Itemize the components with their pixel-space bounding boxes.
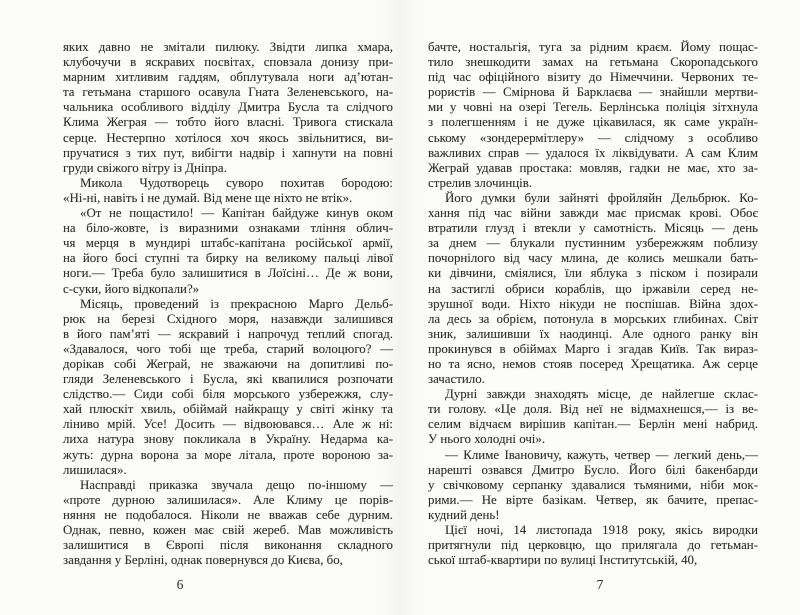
paragraph xyxy=(428,40,758,191)
text-line: жуть: дурна ворона за море літала, проте вороною за- xyxy=(63,447,393,462)
text-line: но та ясно, немов стояв посеред Хрещатика. Аж серце xyxy=(428,356,758,371)
paragraph xyxy=(428,387,758,447)
paragraph xyxy=(63,297,393,478)
text-line: притягнули під церковцю, що прилягала до гетьман- xyxy=(428,538,758,553)
text-line: залишитися в Європі після виконання складного xyxy=(63,538,393,553)
text-line: ліниво мрій. Усе! Досить — відвоювався… Але ж ні: xyxy=(63,417,393,432)
text-line: с-суки, його відкопали?» xyxy=(63,281,200,296)
text-line: тило знешкодити замах на гетьмана Скоропадського xyxy=(428,55,758,70)
text-line: втратили глузд і втекли у самотність. Місяць — день xyxy=(428,221,758,236)
text-line: бачте, ностальгія, туга за рідним краєм. Йому пощас- xyxy=(428,40,758,54)
text-line: ла десь за обрієм, потонула в морських глибинах. Світ xyxy=(428,311,758,326)
text-line: «Ні-ні, навіть і не думай. Від мене ще ніхто не втік». xyxy=(63,190,353,205)
paragraph xyxy=(63,176,393,206)
text-line: Клима Жеграя — тобто його власні. Тривога стискала xyxy=(63,115,393,130)
paragraph xyxy=(63,478,393,569)
text-line: нарешті озвався Дмитро Бусло. Його білі бакенбарди xyxy=(428,462,758,477)
text-line: пручатися з тих пут, вибігти надвір і хапнути на повні xyxy=(63,145,393,160)
text-line: клубочучи в яскравих посвітах, сповзала донизу при- xyxy=(63,55,393,70)
text-line: ти голову. «Це доля. Від неї не відмахнешся,— із ве- xyxy=(428,402,758,417)
text-line: ноги.— Треба було залишитися в Лоїсіні… Де ж вони, xyxy=(63,266,393,281)
page-right xyxy=(400,0,800,615)
paragraph xyxy=(63,206,393,297)
text-line: на застиглі обриси кораблів, що іржавіли серед не- xyxy=(428,281,758,296)
text-line: хання під час війни завжди має присмак крові. Обоє xyxy=(428,206,758,221)
text-line: лишилася». xyxy=(63,462,127,477)
text-line: Його думки були зайняті фройляйн Дельбрюк. Ко- xyxy=(445,190,758,205)
text-line: у свічковому серпанку здавалися тьмяними, ніби мок- xyxy=(428,477,758,492)
text-line: в його пам’яті — яскравий і напрочуд теплий спогад. xyxy=(63,326,393,341)
text-line: — Климе Івановичу, кажуть, четвер — легкий день,— xyxy=(445,447,758,462)
text-line: рористів — Смірнова й Барклаєва — знайшли мертви- xyxy=(428,85,758,100)
text-line: груди свіжого вітру із Дніпра. xyxy=(63,160,227,175)
text-line: ки дівчини, сміялися, їли яблука з піском і позирали xyxy=(428,266,758,281)
text-line: Микола Чудотворець суворо похитав бородою: xyxy=(80,175,393,190)
text-line: рими.— Не вірте базікам. Четвер, як бачите, препас- xyxy=(428,492,758,507)
text-line: няння не подобалося. Ніколи не вважав себе дурним. xyxy=(63,507,393,522)
text-line: чя мерця в мундирі штабс-капітана російської армії, xyxy=(63,236,393,251)
text-line: Цієї ночі, 14 листопада 1918 року, якісь виродки xyxy=(445,523,758,537)
text-line: Насправді приказка звучала дещо по-іншому — xyxy=(80,477,393,492)
text-line: гляди Зеленевського і Бусла, які квапилися розпочати xyxy=(63,372,393,387)
paragraph xyxy=(428,523,758,568)
text-line: рюк на березі Східного моря, назавжди залишився xyxy=(63,311,393,326)
text-line: лиха натура знову покликала в Україну. Недарма ка- xyxy=(63,432,393,447)
text-line: зник, залишивши їх наодинці. Але одного ранку він xyxy=(428,326,758,341)
text-line: важливих справ — удалося їх ліквідувати. А сам Клим xyxy=(428,145,758,160)
text-line: «От не пощастило! — Капітан байдуже кинув оком xyxy=(80,206,393,221)
text-line: за днем — блукали пустинним узбережжям поблизу xyxy=(428,236,758,251)
page-number: 7 xyxy=(596,577,604,593)
text-line: чальника особливого відділу Дмитра Бусла та слідчого xyxy=(63,100,393,115)
text-line: під час офіційного візиту до Німеччини. Червоних те- xyxy=(428,70,758,85)
text-line: «Здавалося, чого тобі ще треба, старий волоцюго? — xyxy=(63,341,393,356)
text-line: на його босі ступні та бирку на великому пальці лівої xyxy=(63,251,393,266)
text-line: прокинувся в обіймах Марго і згадав Київ. Так вираз- xyxy=(428,341,758,356)
text-line: «проте дурною залишилася». Але Климу це порів- xyxy=(63,492,393,507)
text-line: з полегшенням і не дуже цікавилася, як саме україн- xyxy=(428,115,758,130)
page-number: 6 xyxy=(176,577,184,593)
text-line: ми у човні на озері Тегель. Берлінська поліція зітхнула xyxy=(428,100,758,115)
text-line: серце. Нестерпно хотілося хоч якось звільнитися, ви- xyxy=(63,130,393,145)
text-line: Однак, певно, кожен має свій жереб. Мав можливість xyxy=(63,523,393,537)
text-line: яких давно не змітали пилюку. Звідти липка хмара, xyxy=(63,40,393,54)
text-line: зрушної води. Ніхто нікуди не поспішав. Війна здох- xyxy=(428,296,758,311)
text-line: стрелив злочинців. xyxy=(428,175,533,190)
text-line: на біло-жовте, із виразними ознаками тління облич- xyxy=(63,221,393,236)
text-line: дорікав собі Жеграй, не зважаючи на допитливі по- xyxy=(63,356,393,371)
text-line: та гетьмана старшого осавула Гната Зеленевського, на- xyxy=(63,85,393,100)
text-line: Дурні завжди знаходять місце, де найлегше склас- xyxy=(445,387,758,402)
text-line: слідство.— Сиди собі біля морського узбережжя, слу- xyxy=(63,387,393,402)
paragraph xyxy=(428,191,758,387)
text-line: Місяць, проведений із прекрасною Марго Дельб- xyxy=(80,296,393,311)
text-line: завдання у Берліні, однак повернувся до Києва, бо, xyxy=(63,553,343,568)
text-line: зачастило. xyxy=(428,372,485,387)
text-line: почорнілого від часу млина, де колись мешкали бать- xyxy=(428,251,758,266)
paragraph xyxy=(63,40,393,176)
text-line: ської штаб-квартири по вулиці Інститутській, 40, xyxy=(428,553,698,568)
page-text-column xyxy=(63,40,393,568)
text-line: У нього холодні очі». xyxy=(428,432,546,447)
text-line: Жеграй удавав простака: мовляв, гадки не має, хто за- xyxy=(428,160,758,175)
text-line: кудний день! xyxy=(428,507,500,522)
text-line: ському «зондерермітлеру» — слідчому з особливо xyxy=(428,130,758,145)
page-text-column xyxy=(428,40,758,568)
paragraph xyxy=(428,448,758,523)
text-line: хай плюскіт хвиль, обіймай найкращу у світі жінку та xyxy=(63,402,393,417)
text-line: селим відчаєм вирішив капітан.— Берлін мені набрид. xyxy=(428,417,758,432)
text-line: марним хитливим гаддям, обплутувала ноги ад’ютан- xyxy=(63,70,393,85)
